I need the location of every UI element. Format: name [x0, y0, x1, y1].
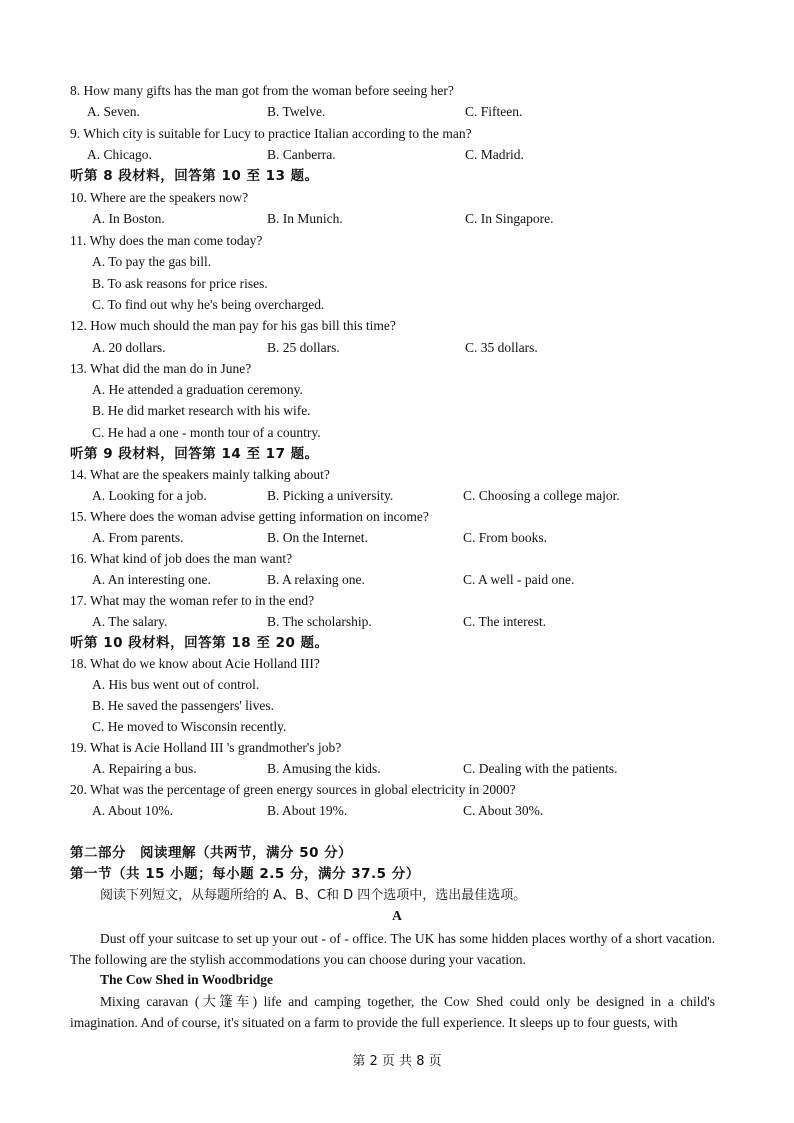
q17-option-c: C. The interest.: [463, 614, 546, 629]
q16-option-a: A. An interesting one.: [92, 572, 211, 587]
q13-option-c: C. He had a one - month tour of a country.: [92, 425, 321, 440]
q17-option-b: B. The scholarship.: [267, 614, 372, 629]
q14-option-b: B. Picking a university.: [267, 488, 394, 503]
q19-option-a: A. Repairing a bus.: [92, 761, 197, 776]
q12-option-c: C. 35 dollars.: [465, 340, 538, 355]
question-10: 10. Where are the speakers now?: [70, 190, 249, 205]
q18-option-a: A. His bus went out of control.: [92, 677, 260, 692]
q11-option-a: A. To pay the gas bill.: [92, 254, 212, 269]
q8-option-c: C. Fifteen.: [465, 104, 523, 119]
q13-option-a: A. He attended a graduation ceremony.: [92, 382, 303, 397]
q20-option-c: C. About 30%.: [463, 803, 544, 818]
reading-instruction: 阅读下列短文，从每题所给的 A、B、C和 D 四个选项中，选出最佳选项。: [100, 888, 527, 903]
q13-option-b: B. He did market research with his wife.: [92, 403, 311, 418]
question-13: 13. What did the man do in June?: [70, 361, 252, 376]
q15-option-b: B. On the Internet.: [267, 530, 368, 545]
question-18: 18. What do we know about Acie Holland III?: [70, 656, 320, 671]
subheading-cow-shed: The Cow Shed in Woodbridge: [100, 972, 274, 987]
section-10-heading: 听第 10 段材料，回答第 18 至 20 题。: [70, 635, 329, 651]
q11-option-c: C. To find out why he's being overcharged.: [92, 297, 325, 312]
question-14: 14. What are the speakers mainly talking about?: [70, 467, 330, 482]
question-15: 15. Where does the woman advise getting information on income?: [70, 509, 429, 524]
question-17: 17. What may the woman refer to in the end?: [70, 593, 315, 608]
q17-option-a: A. The salary.: [92, 614, 168, 629]
q8-option-a: A. Seven.: [87, 104, 140, 119]
q16-option-b: B. A relaxing one.: [267, 572, 365, 587]
q12-option-a: A. 20 dollars.: [92, 340, 166, 355]
question-11: 11. Why does the man come today?: [70, 233, 263, 248]
question-9: 9. Which city is suitable for Lucy to practice Italian according to the man?: [70, 126, 472, 141]
page-footer: 第 2 页 共 8 页: [352, 1054, 442, 1069]
q9-option-b: B. Canberra.: [267, 147, 336, 162]
paragraph-1: Dust off your suitcase to set up your out - of - office. The UK has some hidden places worthy of a short vacation. The following are the stylish accommodations you can choose during your vacation.: [70, 931, 715, 967]
q18-option-b: B. He saved the passengers' lives.: [92, 698, 275, 713]
q16-option-c: C. A well - paid one.: [463, 572, 575, 587]
q10-option-a: A. In Boston.: [92, 211, 165, 226]
paragraph-2: Mixing caravan (大篷车) life and camping together, the Cow Shed could only be designed in a child's imagination. And of course, it's situated on a farm to provide the full experience. It sleeps up to four guests, with: [70, 994, 715, 1030]
question-12: 12. How much should the man pay for his gas bill this time?: [70, 318, 396, 333]
q15-option-c: C. From books.: [463, 530, 548, 545]
q19-option-b: B. Amusing the kids.: [267, 761, 381, 776]
q15-option-a: A. From parents.: [92, 530, 184, 545]
q14-option-c: C. Choosing a college major.: [463, 488, 620, 503]
q9-option-a: A. Chicago.: [87, 147, 152, 162]
section-9-heading: 听第 9 段材料，回答第 14 至 17 题。: [70, 446, 319, 462]
question-19: 19. What is Acie Holland III 's grandmother's job?: [70, 740, 342, 755]
q19-option-c: C. Dealing with the patients.: [463, 761, 618, 776]
q9-option-c: C. Madrid.: [465, 147, 524, 162]
passage-letter: A: [392, 908, 402, 923]
part-2-title: 第二部分 阅读理解（共两节，满分 50 分）: [70, 845, 353, 861]
q20-option-b: B. About 19%.: [267, 803, 348, 818]
question-8: 8. How many gifts has the man got from the woman before seeing her?: [70, 83, 454, 98]
section-8-heading: 听第 8 段材料，回答第 10 至 13 题。: [70, 168, 319, 184]
question-20: 20. What was the percentage of green energy sources in global electricity in 2000?: [70, 782, 516, 797]
q20-option-a: A. About 10%.: [92, 803, 173, 818]
q11-option-b: B. To ask reasons for price rises.: [92, 276, 268, 291]
q14-option-a: A. Looking for a job.: [92, 488, 207, 503]
question-16: 16. What kind of job does the man want?: [70, 551, 293, 566]
q18-option-c: C. He moved to Wisconsin recently.: [92, 719, 287, 734]
q8-option-b: B. Twelve.: [267, 104, 326, 119]
q10-option-b: B. In Munich.: [267, 211, 343, 226]
section-1-title: 第一节（共 15 小题；每小题 2.5 分，满分 37.5 分）: [70, 866, 420, 882]
q10-option-c: C. In Singapore.: [465, 211, 554, 226]
q12-option-b: B. 25 dollars.: [267, 340, 340, 355]
